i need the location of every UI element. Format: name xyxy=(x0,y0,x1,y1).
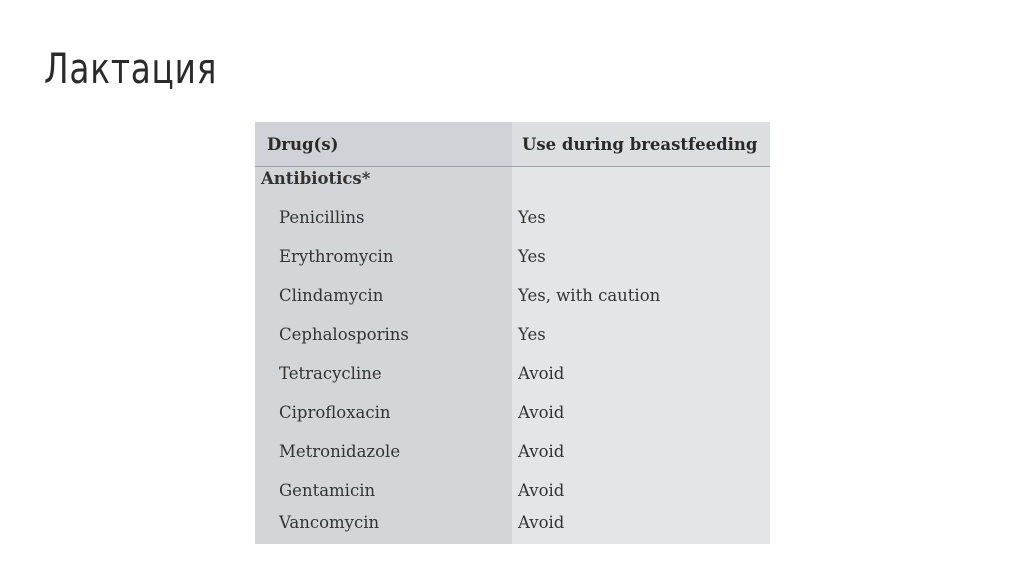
drug-name-cell: Cephalosporins xyxy=(255,315,512,354)
use-cell: Avoid xyxy=(512,393,770,432)
table-row xyxy=(255,237,770,276)
use-cell: Avoid xyxy=(512,471,770,510)
use-cell: Yes xyxy=(512,237,770,276)
table-row xyxy=(255,393,770,432)
use-cell: Avoid xyxy=(512,432,770,471)
drug-name-cell: Penicillins xyxy=(255,198,512,237)
use-cell: Yes xyxy=(512,198,770,237)
table-row xyxy=(255,354,770,393)
drug-name-cell: Clindamycin xyxy=(255,276,512,315)
use-cell: Yes, with caution xyxy=(512,276,770,315)
drug-name-cell: Vancomycin xyxy=(255,510,512,544)
slide-title: Лактация xyxy=(44,44,218,93)
use-cell: Yes xyxy=(512,315,770,354)
drug-name-cell: Ciprofloxacin xyxy=(255,393,512,432)
table-header-row xyxy=(255,122,770,167)
use-cell: Avoid xyxy=(512,510,770,544)
drug-name-cell: Tetracycline xyxy=(255,354,512,393)
category-empty-cell xyxy=(512,167,770,198)
drug-name-cell: Metronidazole xyxy=(255,432,512,471)
drug-name-cell: Gentamicin xyxy=(255,471,512,510)
breastfeeding-drug-table xyxy=(255,122,770,544)
table-row xyxy=(255,510,770,544)
table-row xyxy=(255,276,770,315)
table-row xyxy=(255,315,770,354)
category-label: Antibiotics* xyxy=(255,167,512,198)
table-row xyxy=(255,198,770,237)
header-drug: Drug(s) xyxy=(255,122,512,167)
header-use-during-breastfeeding: Use during breastfeeding xyxy=(512,122,770,167)
category-row xyxy=(255,167,770,198)
use-cell: Avoid xyxy=(512,354,770,393)
table-row xyxy=(255,471,770,510)
table-row xyxy=(255,432,770,471)
drug-name-cell: Erythromycin xyxy=(255,237,512,276)
